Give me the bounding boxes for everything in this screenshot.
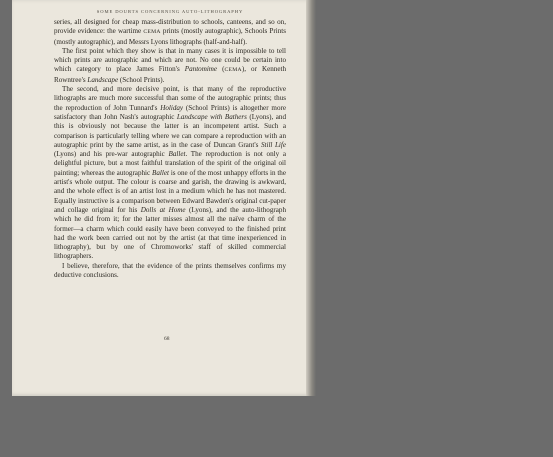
p1-text-a: series, all designed for cheap mass-distribution to schools, canteens, and so on, provide evidence: the wartime: [54, 18, 286, 36]
body-text: [54, 18, 286, 280]
p3-text-d: (Lyons) and his pre-war autographic: [54, 150, 169, 159]
p3-text-a: The second, and more decisive point, is that many of the reproductive lithographs are much more successful than some of the autographic prints; thus the reproduction of John Tunnard's: [54, 85, 286, 112]
p1-text-b: prints (mostly autographic), Schools Prints (mostly autographic), and Messrs Lyons lithographs (half-and-half).: [54, 27, 286, 46]
p1-cema: CEMA: [143, 29, 161, 36]
p2-cema: CEMA: [224, 67, 242, 74]
p2-text-c: ), or Kenneth Rowntree's: [54, 65, 287, 84]
page-number: 68: [164, 336, 170, 342]
p3-text-g: (Lyons), and the auto-lithograph which he did from it; for the latter misses almost all the naïve charm of the former—a charm which could easily have been conveyed to the finished print had the work been carried out not by the artist (at that time inexperienced in lithography), but by one of Chromoworks' staff of skilled commercial lithographers.: [54, 205, 286, 261]
paragraph-2: [54, 47, 286, 85]
paragraph-1: [54, 18, 286, 47]
p2-text-d: (School Prints).: [118, 75, 165, 84]
paragraph-4: I believe, therefore, that the evidence of the prints themselves confirms my deductive conclusions.: [54, 261, 286, 280]
paragraph-3: [54, 85, 286, 262]
p3-title-dolls-at-home: Dolls at Home: [140, 205, 186, 214]
p2-title-pantomime: Pantomime: [184, 65, 218, 74]
p3-text-b: (School Prints) is altogether more satisfactory than John Nash's autographic: [54, 103, 286, 121]
p2-title-landscape: Landscape: [87, 75, 119, 84]
p3-title-still-life: Still Life: [260, 140, 286, 149]
p3-title-landscape-with-bathers: Landscape with Bathers: [176, 112, 247, 121]
running-head: SOME DOUBTS CONCERNING AUTO-LITHOGRAPHY: [96, 9, 244, 14]
p3-text-e: . The reproduction is not only a delightful picture, but a most faithful translation of the spirit of the original oil painting; whereas the autographic: [54, 150, 286, 177]
p3-title-holiday: Holiday: [160, 103, 184, 112]
page-edge-shadow: [306, 0, 316, 396]
p3-text-f: is one of the most unhappy efforts in the artist's whole output. The colour is coarse and garish, the drawing is awkward, and the whole effect is of an artist lost in a medium which he has not mastered. Equally instructive is a comparison between Edward Bawden's original cut-paper and collage original for his: [54, 168, 287, 214]
p2-text-b: (: [217, 65, 225, 74]
p3-title-ballet-1: Ballet: [168, 150, 186, 159]
p3-title-ballet-2: Ballet: [152, 168, 169, 177]
p2-text-a: The first point which they show is that in many cases it is impossible to tell which prints are autographic and which are not. No one could be certain into which category to place James Fitton's: [54, 46, 286, 74]
book-page: [12, 0, 314, 396]
p3-text-c: (Lyons), and this is obviously not because the latter is an incompetent artist. Such a comparison is particularly telling where we can compare a reproduction with an autographic print by the same artist, as in the case of Duncan Grant's: [54, 112, 287, 149]
